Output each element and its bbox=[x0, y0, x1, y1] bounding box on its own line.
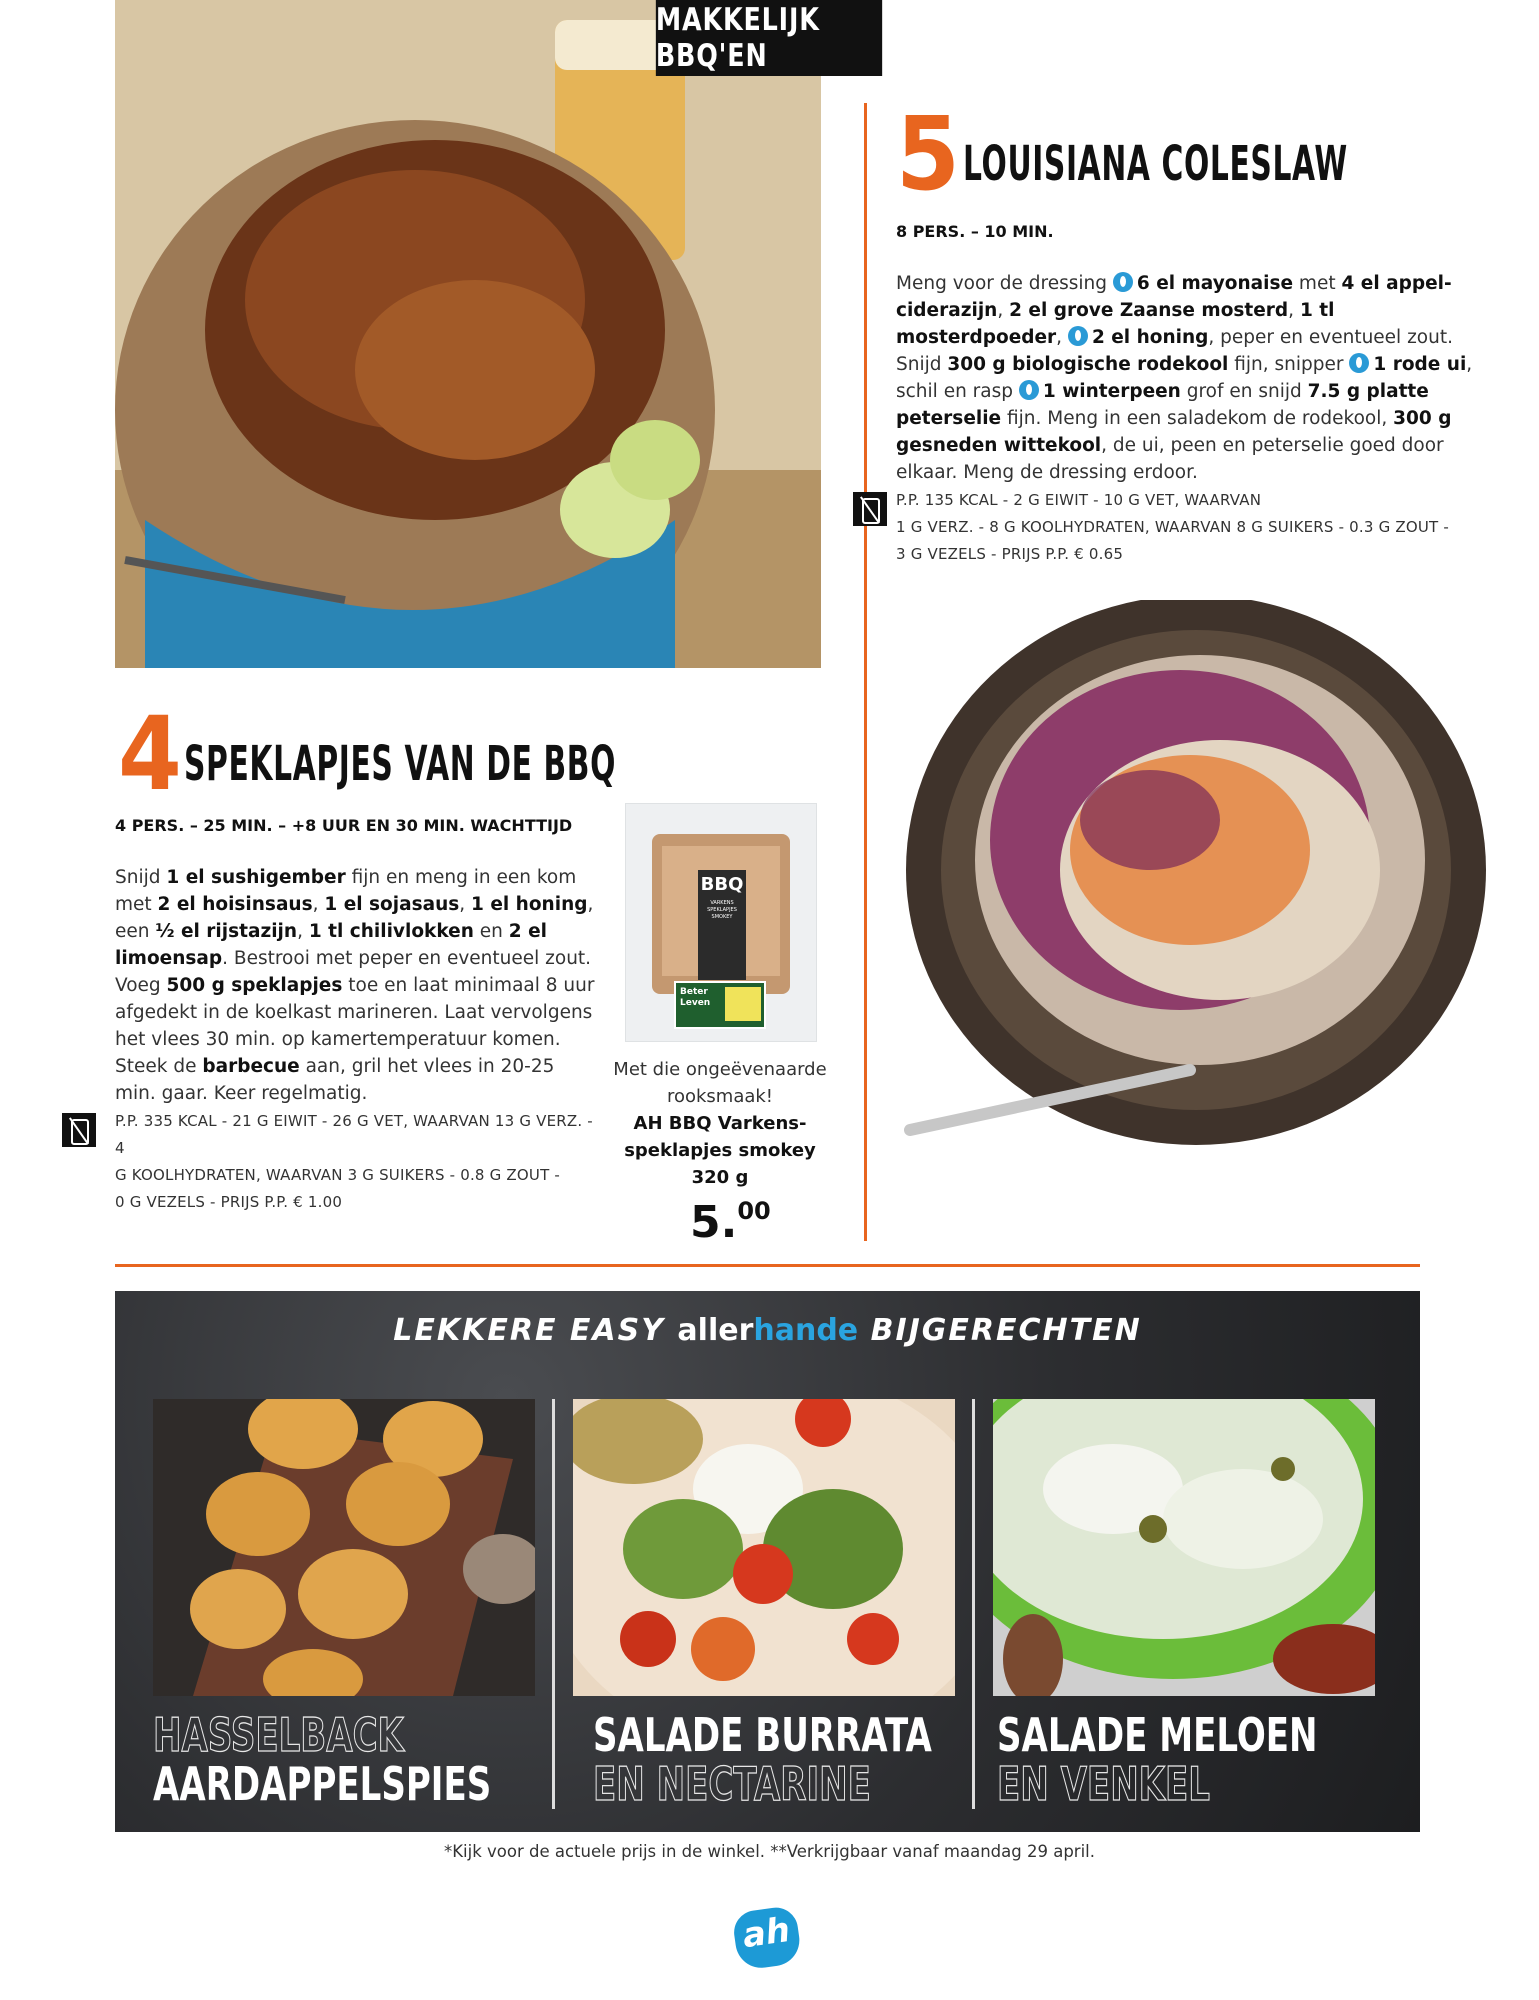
recipe-5-meta: 8 PERS. – 10 MIN. bbox=[896, 222, 1054, 241]
product-image bbox=[625, 803, 817, 1042]
allerhande-logo: allerhande bbox=[677, 1313, 859, 1348]
banner-title: LEKKERE EASY allerhande BIJGERECHTEN bbox=[393, 1313, 1142, 1348]
recipe-5-number: 5 bbox=[896, 95, 960, 214]
nutrition-info-icon bbox=[62, 1113, 96, 1147]
recipe-5-title: LOUISIANA COLESLAW bbox=[963, 136, 1348, 192]
product-price bbox=[690, 1186, 771, 1248]
recipe-4-title: SPEKLAPJES VAN DE BBQ bbox=[184, 736, 617, 792]
beter-leven-badge: Beter Leven bbox=[674, 981, 766, 1029]
dish-2-name-line1: SALADE BURRATA bbox=[593, 1708, 932, 1762]
price-cents: 00 bbox=[737, 1197, 771, 1225]
dish-2-name-line2: EN NECTARINE bbox=[593, 1757, 871, 1811]
recipe-4-instructions: Snijd 1 el sushigember fijn en meng in een kom met 2 el hoisinsaus, 1 el sojasaus, 1 el honing, een ½ el rijstazijn, 1 tl chilivlokken en 2 el limoensap. Bestrooi met peper en eventueel zout. Voeg 500 g speklapjes toe en laat minimaal 8 uur afgedekt in de koelkast marineren. Laat vervolgens het vlees 30 min. op kamertemperatuur komen. Steek de barbecue aan, gril het vlees in 20-25 min. gaar. Keer regelmatig. bbox=[115, 867, 595, 1104]
speklapjes-photo bbox=[115, 0, 821, 668]
ah-logo: ah bbox=[731, 1905, 802, 1971]
recipe-5-instructions: Meng voor de dressing 6 el mayonaise met 4 el appelciderazijn, 2 el grove Zaanse mosterd, 1 tl mosterdpoeder, 2 el honing, peper en eventueel zout. Snijd 300 g biologische rodekool fijn, snipper 1 rode ui, schil en rasp 1 winterpeen grof en snijd 7.5 g platte peterselie fijn. Meng in een saladekom de rodekool, 300 g gesneden wittekool, de ui, peen en peterselie goed door elkaar. Meng de dressing erdoor. bbox=[896, 273, 1473, 483]
vegetarian-icon bbox=[1068, 326, 1088, 346]
side-dishes-banner bbox=[115, 1291, 1420, 1832]
dish-separator bbox=[552, 1399, 555, 1809]
vegetarian-icon bbox=[1019, 380, 1039, 400]
recipe-4-nutrition: P.P. 335 KCAL - 21 G EIWIT - 26 G VET, WAARVAN 13 G VERZ. - 4 G KOOLHYDRATEN, WAARVAN 3 G SUIKERS - 0.8 G ZOUT - 0 G VEZELS - PRIJS P.P. € 1.00 bbox=[115, 1112, 593, 1211]
recipe-4-meta: 4 PERS. – 25 MIN. – +8 UUR EN 30 MIN. WACHTTIJD bbox=[115, 816, 573, 835]
burrata-photo bbox=[573, 1399, 955, 1696]
section-divider bbox=[115, 1264, 1420, 1267]
meloen-photo bbox=[993, 1399, 1375, 1696]
product-pack-sub: VARKENS SPEKLAPJES SMOKEY bbox=[707, 900, 737, 920]
vegetarian-icon bbox=[1349, 353, 1369, 373]
section-header-tab: MAKKELIJK BBQ'EN bbox=[656, 0, 882, 76]
recipe-5-nutrition: P.P. 135 KCAL - 2 G EIWIT - 10 G VET, WAARVAN 1 G VERZ. - 8 G KOOLHYDRATEN, WAARVAN 8 G SUIKERS - 0.3 G ZOUT - 3 G VEZELS - PRIJS P.P. € 0.65 bbox=[896, 491, 1450, 563]
column-divider bbox=[864, 103, 867, 1241]
product-name: AH BBQ Varkens- speklapjes smokey 320 g bbox=[624, 1113, 816, 1188]
dish-separator bbox=[972, 1399, 975, 1809]
product-pack-label: BBQ bbox=[700, 874, 744, 895]
dish-1-name-line1: HASSELBACK bbox=[153, 1708, 404, 1762]
nutrition-info-icon bbox=[853, 492, 887, 526]
price-euro: 5. bbox=[690, 1197, 738, 1248]
coleslaw-photo bbox=[890, 600, 1510, 1180]
dish-1-name-line2: AARDAPPELSPIES bbox=[153, 1757, 492, 1811]
hasselback-photo bbox=[153, 1399, 535, 1696]
recipe-4-number: 4 bbox=[118, 695, 182, 814]
product-tagline: Met die ongeëvenaarde rooksmaak! bbox=[613, 1059, 827, 1107]
dish-3-name-line1: SALADE MELOEN bbox=[997, 1708, 1318, 1762]
vegetarian-icon bbox=[1113, 272, 1133, 292]
dish-3-name-line2: EN VENKEL bbox=[997, 1757, 1211, 1811]
footnote: *Kijk voor de actuele prijs in de winkel. **Verkrijgbaar vanaf maandag 29 april. bbox=[443, 1842, 1095, 1861]
